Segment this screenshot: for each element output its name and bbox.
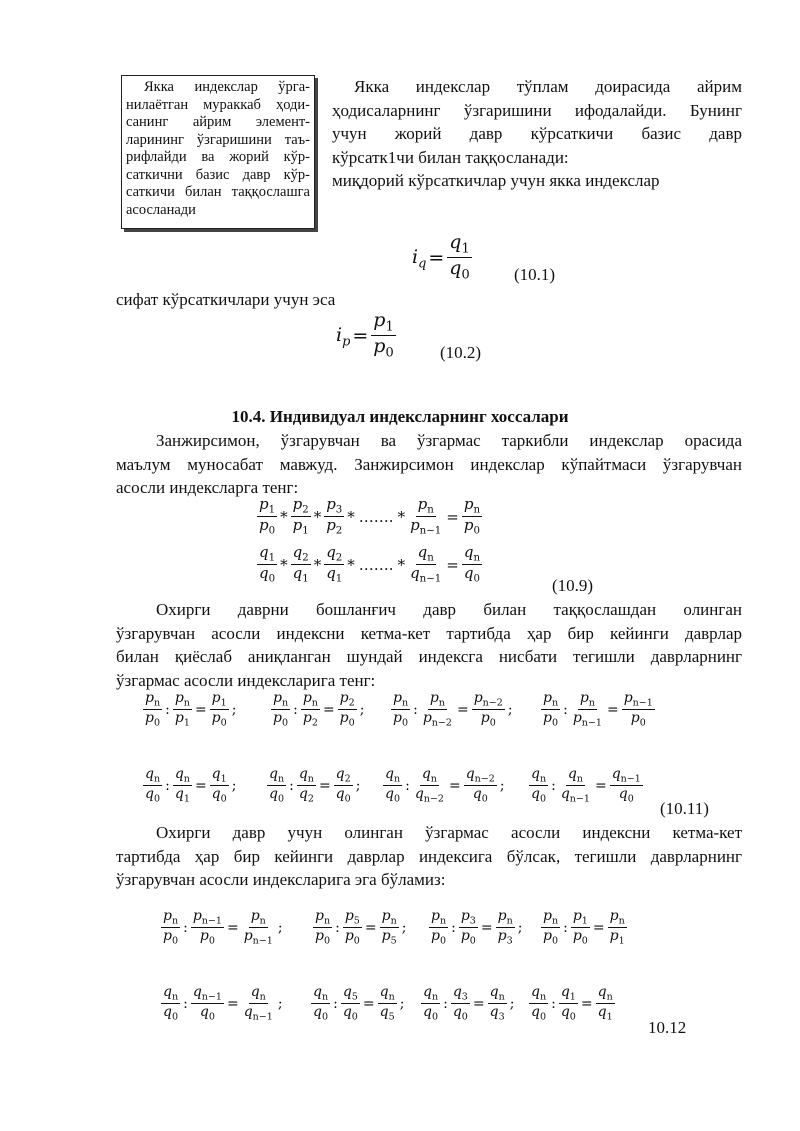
quality-text <box>116 288 516 312</box>
formula-10-11-q4: $\frac{q_n}{q_0}$ : $\frac{q_n}{q_{n-1}}$ = $\frac{q_{n-1}}{q_0}$ <box>531 766 641 805</box>
paragraph-chain-indices <box>116 429 742 500</box>
formula-10-11-q2: $\frac{q_n}{q_0}$ : $\frac{q_n}{q_2}$ = $\frac{q_2}{q_0}$ ; <box>269 766 361 805</box>
margin-note-line: Якка индекслар ўрга- <box>144 79 310 95</box>
formula-10-11-p2: $\frac{p_n}{p_0}$ : $\frac{p_n}{p_2}$ = $\frac{p_2}{p_0}$ ; <box>273 690 365 729</box>
equation-number: (10.2) <box>440 343 482 362</box>
text-line: тартибда ҳар бир кейинги даврлар индексига бўлсак, тегишли даврларнинг <box>116 846 742 866</box>
text-line: учун жорий давр кўрсаткичи базис давр <box>332 124 742 143</box>
equation-number: (10.11) <box>660 799 709 818</box>
formula-10-2: $i_p$ = $\frac{p_1}{p_0}$ <box>336 309 394 361</box>
margin-note-line: ларининг ўзгаришини таъ- <box>126 131 310 148</box>
formula-10-11-q3: $\frac{q_n}{q_0}$ : $\frac{q_n}{q_{n-2}}$ = $\frac{q_{n-2}}{q_0}$ ; <box>385 766 505 805</box>
text-line: ҳодисаларнинг ўзгаришини ифодалайди. Бунинг <box>332 100 742 120</box>
text-line: асосли индексларга тенг: <box>116 478 299 497</box>
margin-note-line: саткичи билан таққослашга <box>126 184 310 200</box>
equation-number: (10.1) <box>514 265 556 284</box>
formula-10-12-q1: $\frac{q_n}{q_0}$ : $\frac{q_{n-1}}{q_0}$ = $\frac{q_n}{q_{n-1}}$ ; <box>163 984 283 1023</box>
margin-note-line: саткични базис давр кўр- <box>126 166 310 183</box>
formula-10-9-p: $\frac{p_1}{p_0}$ * $\frac{p_2}{p_1}$ * $\frac{p_3}{p_2}$ * ……. * $\frac{p_n}{p_{n-1}}$ = $\frac{p_n}{p_0}$ <box>259 495 481 537</box>
formula-10-12-p1: $\frac{p_n}{p_0}$ : $\frac{p_{n-1}}{p_0}$ = $\frac{p_n}{p_{n-1}}$ ; <box>163 908 283 947</box>
margin-note-box <box>121 75 315 229</box>
text-line: сифат кўрсаткичлари учун эса <box>116 290 336 309</box>
formula-10-12-p3: $\frac{p_n}{p_0}$ : $\frac{p_3}{p_0}$ = $\frac{p_n}{p_3}$ ; <box>431 908 523 947</box>
section-heading: 10.4. Индивидуал индексларнинг хоссалари <box>231 407 569 426</box>
formula-10-11-p1: $\frac{p_n}{p_0}$ : $\frac{p_n}{p_1}$ = $\frac{p_1}{p_0}$ ; <box>145 690 237 729</box>
formula-10-12-q3: $\frac{q_n}{q_0}$ : $\frac{q_3}{q_0}$ = $\frac{q_n}{q_3}$ ; <box>423 984 515 1023</box>
formula-10-9-q: $\frac{q_1}{q_0}$ * $\frac{q_2}{q_1}$ * $\frac{q_2}{q_1}$ * ……. * $\frac{q_n}{q_{n-1}}$ = $\frac{q_n}{q_0}$ <box>259 543 481 585</box>
intro-paragraph <box>332 75 742 193</box>
text-line: ўзгармас асосли индексларига тенг: <box>116 670 376 690</box>
formula-10-1: $i_q$ = $\frac{q_1}{q_0}$ <box>412 231 470 283</box>
margin-note-line: рифлайди ва жорий кўр- <box>126 149 310 165</box>
formula-10-12-q4: $\frac{q_n}{q_0}$ : $\frac{q_1}{q_0}$ = $\frac{q_n}{q_1}$ <box>531 984 613 1023</box>
equation-number: (10.9) <box>552 576 594 595</box>
text-line: билан қиёслаб аниқланган шундай индексга нисбати тегишли даврларнинг <box>116 647 742 666</box>
text-line: Охирги давр учун олинган ўзгармас асосли индексни кетма-кет <box>156 823 742 842</box>
margin-note-line: асосланади <box>126 201 196 218</box>
equation-number: 10.12 <box>648 1018 687 1037</box>
formula-10-12-q2: $\frac{q_n}{q_0}$ : $\frac{q_5}{q_0}$ = $\frac{q_n}{q_5}$ ; <box>313 984 405 1023</box>
formula-10-12-p2: $\frac{p_n}{p_0}$ : $\frac{p_5}{p_0}$ = $\frac{p_n}{p_5}$ ; <box>315 908 407 947</box>
formula-10-11-p4: $\frac{p_n}{p_0}$ : $\frac{p_n}{p_{n-1}}$ = $\frac{p_{n-1}}{p_0}$ <box>543 690 653 729</box>
text-line: кўрсатк1чи билан таққосланади: <box>332 147 569 167</box>
text-line: Якка индекслар тўплам доирасида айрим <box>354 77 742 96</box>
text-line: ўзгарувчан асосли индексни кетма-кет тартибда ҳар бир кейинги даврлар <box>116 623 742 643</box>
paragraph-ratio-indices <box>116 598 742 692</box>
formula-10-11-q1: $\frac{q_n}{q_0}$ : $\frac{q_n}{q_1}$ = $\frac{q_1}{q_0}$ ; <box>145 766 237 805</box>
text-line: Охирги даврни бошланғич давр билан таққослашдан олинган <box>156 600 742 619</box>
text-line: ўзгарувчан асосли индексларига эга бўламиз: <box>116 870 446 889</box>
text-line: маълум муносабат мавжуд. Занжирсимон индекслар кўпайтмаси ўзгарувчан <box>116 454 742 474</box>
formula-10-12-p4: $\frac{p_n}{p_0}$ : $\frac{p_1}{p_0}$ = $\frac{p_n}{p_1}$ <box>543 908 625 947</box>
paragraph-fixed-base <box>116 821 742 892</box>
text-line: Занжирсимон, ўзгарувчан ва ўзгармас таркибли индекслар орасида <box>156 431 742 450</box>
formula-10-11-p3: $\frac{p_n}{p_0}$ : $\frac{p_n}{p_{n-2}}$ = $\frac{p_{n-2}}{p_0}$ ; <box>393 690 513 729</box>
margin-note-line: санинг айрим элемент- <box>126 114 310 130</box>
text-line: миқдорий кўрсаткичлар учун якка индекслар <box>332 171 660 190</box>
margin-note-line: нилаётган мураккаб ҳоди- <box>126 96 310 113</box>
